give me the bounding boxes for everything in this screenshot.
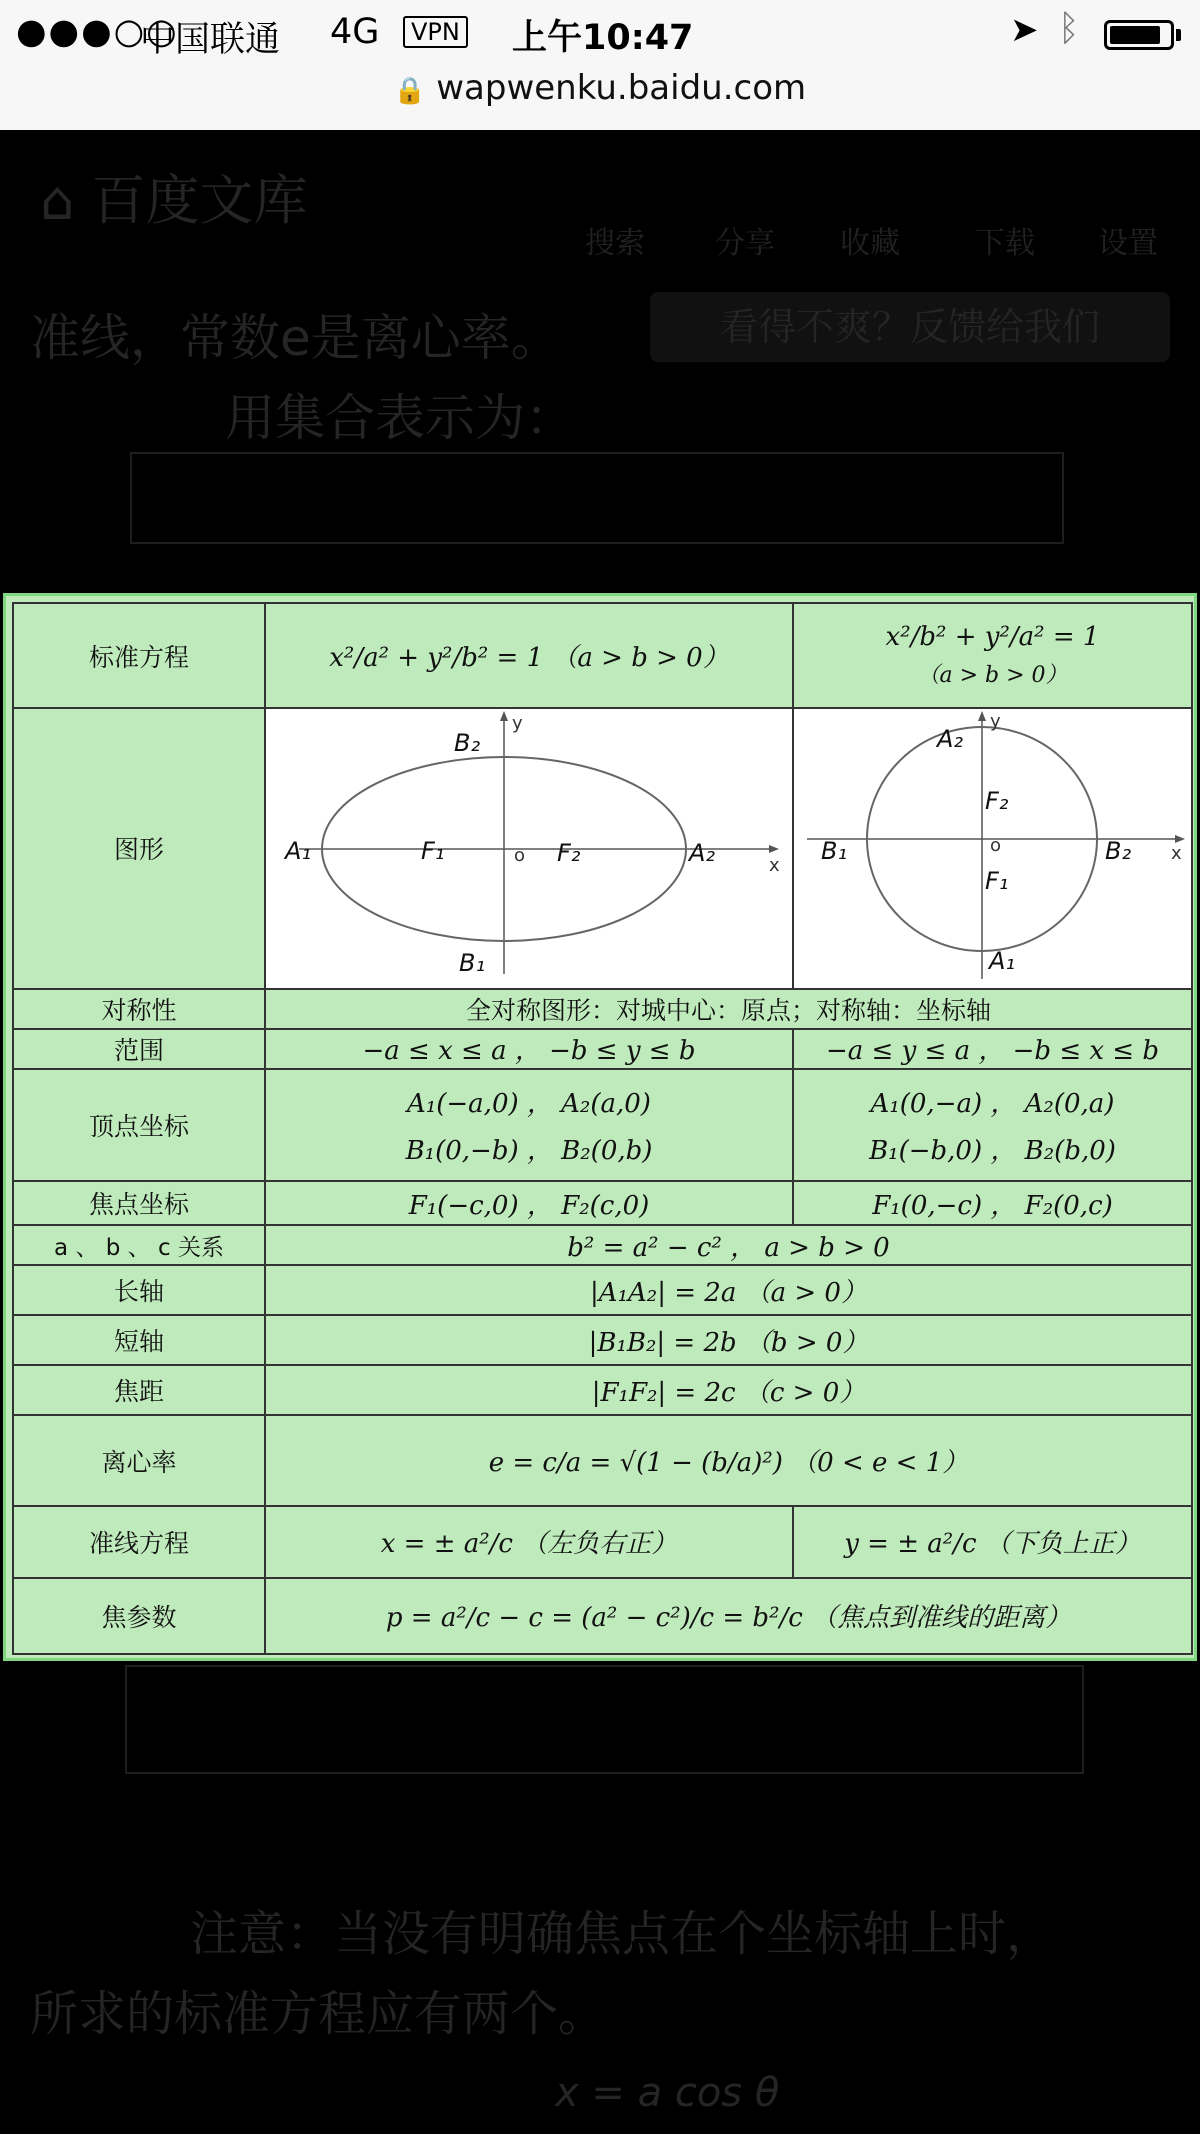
- row-label: 范围: [13, 1029, 265, 1069]
- table-row: [13, 1506, 1192, 1578]
- table-row: [13, 708, 1192, 989]
- row-label: 长轴: [13, 1265, 265, 1315]
- label-B2: B₂: [1104, 837, 1131, 866]
- cell-value: x²/a² + y²/b² = 1 （a > b > 0）: [265, 603, 793, 708]
- table-row: [13, 1069, 1192, 1181]
- y-axis-arrow: [500, 711, 508, 721]
- label-y: y: [989, 711, 1001, 733]
- bg-text-line2: 用集合表示为：: [225, 389, 575, 447]
- label-A2: A₂: [936, 725, 963, 754]
- cell-value: A₁(−a,0) ， A₂(a,0) B₁(0,−b) ， B₂(0,b): [265, 1069, 793, 1181]
- feedback-button: 看得不爽？反馈给我们: [650, 292, 1170, 362]
- cell-value: |A₁A₂| = 2a （a > 0）: [265, 1265, 1192, 1315]
- y-axis-arrow: [978, 711, 986, 721]
- row-label: 标准方程: [13, 603, 265, 708]
- url-text: wapwenku.baidu.com: [436, 68, 807, 108]
- lock-icon: 🔒: [393, 76, 427, 106]
- bg-param-eq: x = a cos θ: [555, 2070, 780, 2116]
- cell-value: e = c/a = √(1 − (b/a)²) （0 < e < 1）: [265, 1415, 1192, 1505]
- cell-value: x = ± a²/c （左负右正）: [265, 1506, 793, 1578]
- label-B2: B₂: [454, 729, 481, 758]
- x-axis-arrow: [1175, 835, 1185, 843]
- table-row: [13, 1315, 1192, 1365]
- label-F1: F₁: [421, 837, 445, 866]
- row-label: 离心率: [13, 1415, 265, 1505]
- x-axis-arrow: [769, 845, 779, 853]
- nav-favorite: 收藏: [840, 226, 900, 261]
- label-F2: F₂: [984, 787, 1008, 816]
- clock: 上午10:47: [512, 18, 694, 58]
- cell-value: F₁(0,−c) ， F₂(0,c): [793, 1181, 1192, 1225]
- table-row: [13, 1029, 1192, 1069]
- row-label: 对称性: [13, 989, 265, 1029]
- table-row: [13, 603, 1192, 708]
- bg-text-line1: 准线，常数e是离心率。: [30, 309, 561, 367]
- nav-search: 搜索: [585, 226, 645, 261]
- battery-tip: [1176, 29, 1181, 41]
- signal-icon: ●●●○○: [16, 12, 179, 52]
- row-label: 短轴: [13, 1315, 265, 1365]
- nav-download: 下载: [975, 226, 1035, 261]
- bluetooth-icon: ᛒ: [1058, 8, 1080, 49]
- cell-value: y = ± a²/c （下负上正）: [793, 1506, 1192, 1578]
- carrier-name: 中国联通: [140, 20, 281, 60]
- cell-value: |B₁B₂| = 2b （b > 0）: [265, 1315, 1192, 1365]
- row-label: 准线方程: [13, 1506, 265, 1578]
- cell-value: −a ≤ y ≤ a ， −b ≤ x ≤ b: [793, 1029, 1192, 1069]
- label-A1: A₁: [988, 947, 1015, 976]
- nav-share: 分享: [715, 226, 775, 261]
- cell-value: 全对称图形：对城中心：原点；对称轴：坐标轴: [265, 989, 1192, 1029]
- label-F2: F₂: [557, 839, 581, 868]
- table-row: [13, 1225, 1192, 1265]
- table-row: [13, 1365, 1192, 1415]
- cell-value: p = a²/c − c = (a² − c²)/c = b²/c （焦点到准线的距离）: [265, 1578, 1192, 1654]
- network-type: 4G: [330, 12, 380, 52]
- label-x: x: [1170, 843, 1182, 865]
- bg-table-remnant: [125, 1665, 1084, 1774]
- label-A2: A₂: [689, 839, 716, 868]
- location-arrow-icon: ➤: [1010, 10, 1039, 50]
- horizontal-ellipse-svg: [269, 709, 789, 981]
- horizontal-ellipse-figure: [265, 708, 793, 989]
- vertical-ellipse-figure: [793, 708, 1192, 989]
- row-label: a 、 b 、 c 关系: [13, 1225, 265, 1265]
- bg-note-line2: 所求的标准方程应有两个。: [30, 1986, 607, 2042]
- battery-icon: [1104, 20, 1174, 50]
- cell-value: x²/b² + y²/a² = 1 （a > b > 0）: [793, 603, 1192, 708]
- table-row: [13, 1415, 1192, 1505]
- label-y: y: [512, 713, 523, 735]
- bg-formula-box: [130, 452, 1064, 544]
- label-A1: A₁: [285, 837, 312, 866]
- row-label: 焦参数: [13, 1578, 265, 1654]
- cell-value: A₁(0,−a) ， A₂(0,a) B₁(−b,0) ， B₂(b,0): [793, 1069, 1192, 1181]
- label-origin: o: [514, 845, 526, 867]
- vpn-badge: VPN: [403, 16, 468, 48]
- bg-note-line1: 注意：当没有明确焦点在个坐标轴上时，: [190, 1906, 1055, 1962]
- status-bar: [0, 0, 1200, 130]
- ellipse-properties-table: [12, 602, 1193, 1655]
- table-row: [13, 1265, 1192, 1315]
- ellipse-table-image[interactable]: [3, 593, 1197, 1661]
- cell-value: |F₁F₂| = 2c （c > 0）: [265, 1365, 1192, 1415]
- row-label: 焦距: [13, 1365, 265, 1415]
- logo-text: ⌂ 百度文库: [40, 169, 308, 232]
- row-label: 焦点坐标: [13, 1181, 265, 1225]
- label-x: x: [769, 855, 780, 877]
- label-F1: F₁: [984, 867, 1008, 896]
- vertical-ellipse-svg: [797, 709, 1189, 981]
- cell-value: −a ≤ x ≤ a ， −b ≤ y ≤ b: [265, 1029, 793, 1069]
- label-origin: o: [989, 835, 1001, 857]
- cell-value: F₁(−c,0) ， F₂(c,0): [265, 1181, 793, 1225]
- nav-settings: 设置: [1098, 226, 1158, 261]
- label-B1: B₁: [459, 949, 486, 978]
- table-row: [13, 1181, 1192, 1225]
- address-bar[interactable]: [0, 68, 1200, 108]
- table-row: [13, 989, 1192, 1029]
- row-label: 图形: [13, 708, 265, 989]
- cell-value: b² = a² − c² ， a > b > 0: [265, 1225, 1192, 1265]
- label-B1: B₁: [820, 837, 847, 866]
- row-label: 顶点坐标: [13, 1069, 265, 1181]
- table-row: [13, 1578, 1192, 1654]
